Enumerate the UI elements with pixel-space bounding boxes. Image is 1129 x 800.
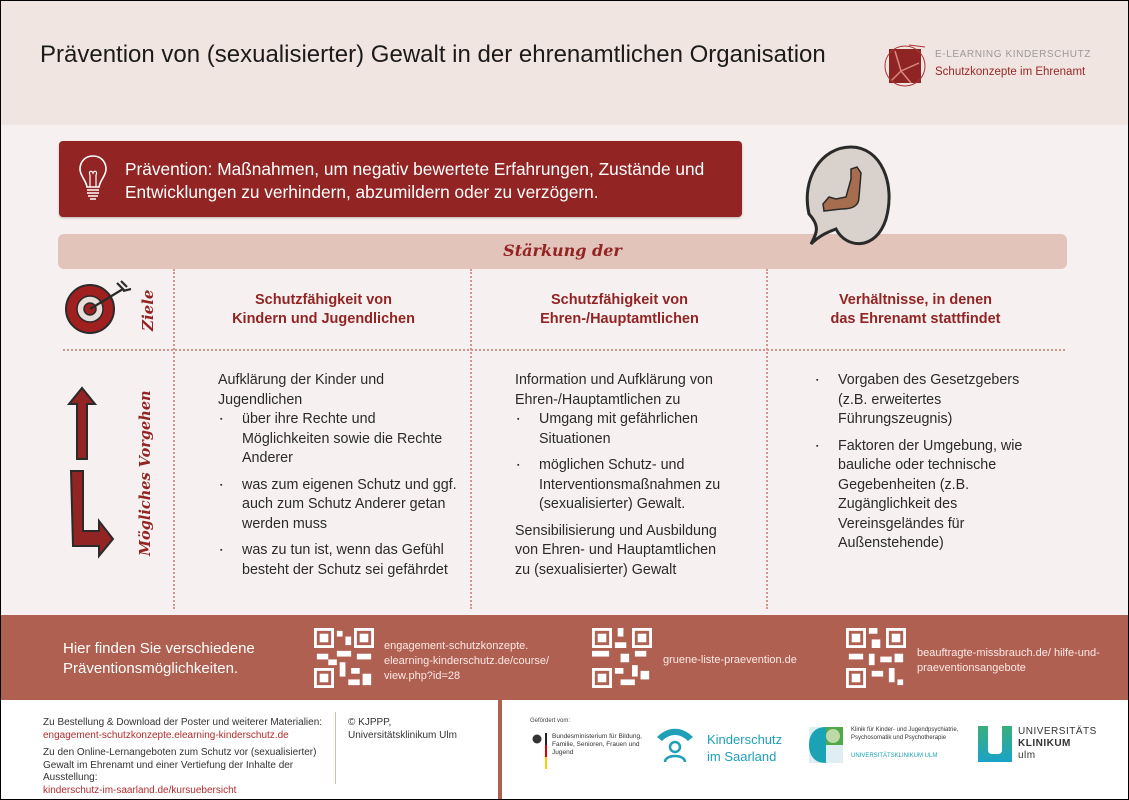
approach-conditions: [814, 371, 1044, 554]
poster: [1, 1, 1128, 799]
goal-line: das Ehrenamt stattfindet: [830, 311, 1001, 327]
universitaetsklinikum-logo-icon: [978, 726, 1012, 762]
flexed-arm-icon: [791, 139, 891, 259]
footer: [1, 700, 1128, 799]
list-item: ▪ Faktoren der Umgebung, wie bauliche oder technische Gegebenheiten (z.B. Zugänglichkeit des Vereinsgeländes für Außenstehende): [814, 437, 1044, 554]
divider: [470, 269, 472, 609]
resource-link[interactable]: engagement-schutzkonzepte. elearning-kinderschutz.de/course/ view.php?id=28: [384, 640, 550, 682]
resource-link[interactable]: beauftragte-missbrauch.de/ hilfe-und-praeventionsangebote: [917, 647, 1100, 674]
definition-box: [59, 141, 742, 217]
band-label: Stärkung der: [503, 241, 622, 260]
online-text: Zu den Online-Lernangeboten zum Schutz vor (sexualisierter) Gewalt im Ehrenamt und einer Vertiefung der Inhalte der Ausstellung:: [43, 747, 317, 783]
elearning-logo-icon: [881, 41, 931, 91]
goal-children: [181, 291, 466, 329]
funded-by-label: Gefördert vom:: [530, 718, 571, 724]
approach-intro: Aufklärung der Kinder und Jugendlichen: [218, 372, 385, 408]
kinderschutz-saarland-text: [707, 731, 782, 765]
approach-label: Mögliches Vorgehen: [137, 390, 154, 556]
footer-accent-bar: [498, 700, 502, 799]
approach-children: [218, 371, 458, 580]
klinik-logo-icon: [809, 727, 843, 763]
qr-code-icon[interactable]: [592, 627, 652, 689]
goal-conditions: [773, 291, 1058, 329]
list-item: ▪ über ihre Rechte und Möglichkeiten sowie die Rechte Anderer: [218, 410, 458, 469]
uk-line: KLINIKUM: [1018, 738, 1071, 749]
approach-intro: Information und Aufklärung von Ehren-/Hauptamtlichen zu: [515, 372, 713, 408]
goal-line: Schutzfähigkeit von: [551, 292, 688, 308]
logo-top-text: E-LEARNING KINDERSCHUTZ: [935, 49, 1092, 60]
divider: [173, 269, 175, 609]
order-text: Zu Bestellung & Download der Poster und weiterer Materialien:: [43, 717, 323, 728]
list-item: ▪ möglichen Schutz- und Interventionsmaßnahmen zu (sexualisierter) Gewalt.: [515, 456, 735, 515]
copyright: © KJPPP, Universitätsklinikum Ulm: [348, 717, 457, 741]
federal-eagle-icon: [531, 733, 551, 773]
approach-outro: Sensibilisierung und Ausbildung von Ehren- und Hauptamtlichen zu (sexualisierter) Gewalt: [515, 522, 717, 578]
kinderschutz-saarland-icon: [654, 726, 696, 764]
kis-line: im Saarland: [707, 749, 777, 764]
list-item: ▪ was zum eigenen Schutz und ggf. auch zum Schutz Anderer getan werden muss: [218, 476, 458, 535]
order-info: [43, 717, 343, 797]
strengthening-band: [58, 234, 1067, 269]
resources-band: [1, 615, 1128, 700]
list-item: ▪ Vorgaben des Gesetzgebers (z.B. erweitertes Führungszeugnis): [814, 371, 1044, 430]
divider: [766, 269, 768, 609]
definition-text: Prävention: Maßnahmen, um negativ bewertete Erfahrungen, Zustände und Entwicklungen zu verhindern, abzumildern oder zu verzögern.: [125, 159, 705, 202]
kis-line: Kinderschutz: [707, 732, 783, 747]
goal-volunteers: [477, 291, 762, 329]
uk-line: ulm: [1018, 750, 1036, 761]
bmfsfj-text: Bundesministerium für Bildung, Familie, Senioren, Frauen und Jugend: [552, 733, 642, 756]
universitaetsklinikum-text: [1018, 726, 1097, 762]
divider: [63, 349, 1065, 351]
approach-volunteers: [515, 371, 735, 580]
lightbulb-icon: [77, 153, 109, 205]
list-item: ▪ Umgang mit gefährlichen Situationen: [515, 410, 735, 449]
qr-code-icon[interactable]: [846, 627, 906, 689]
klinik-subtext: UNIVERSITÄTSKLINIKUM ULM: [851, 753, 938, 759]
goal-line: Schutzfähigkeit von: [255, 292, 392, 308]
elearning-logo: [881, 41, 1121, 91]
header: [1, 1, 1128, 125]
online-link[interactable]: kinderschutz-im-saarland.de/kursuebersicht: [43, 784, 237, 796]
divider: [335, 712, 336, 784]
qr-code-icon[interactable]: [314, 627, 374, 689]
target-icon: [63, 277, 133, 337]
klinik-text: Klinik für Kinder- und Jugendpsychiatrie, Psychosomatik und Psychotherapie: [851, 727, 959, 741]
goal-line: Verhältnisse, in denen: [838, 292, 993, 308]
resource-link[interactable]: gruene-liste-praevention.de: [663, 654, 797, 666]
goal-line: Ehren-/Hauptamtlichen: [540, 311, 699, 327]
approach-arrows-icon: [65, 386, 125, 561]
order-link[interactable]: engagement-schutzkonzepte.elearning-kinderschutz.de: [43, 729, 289, 741]
resources-intro: Hier finden Sie verschiedene Präventionsmöglichkeiten.: [63, 640, 255, 677]
page-title: Prävention von (sexualisierter) Gewalt in der ehrenamtlichen Organisation: [40, 41, 826, 68]
goals-label: Ziele: [139, 289, 157, 331]
list-item: ▪ was zu tun ist, wenn das Gefühl besteht der Schutz sei gefährdet: [218, 541, 458, 580]
goal-line: Kindern und Jugendlichen: [232, 311, 415, 327]
logo-bottom-text: Schutzkonzepte im Ehrenamt: [935, 66, 1086, 78]
uk-line: UNIVERSITÄTS: [1018, 726, 1097, 737]
